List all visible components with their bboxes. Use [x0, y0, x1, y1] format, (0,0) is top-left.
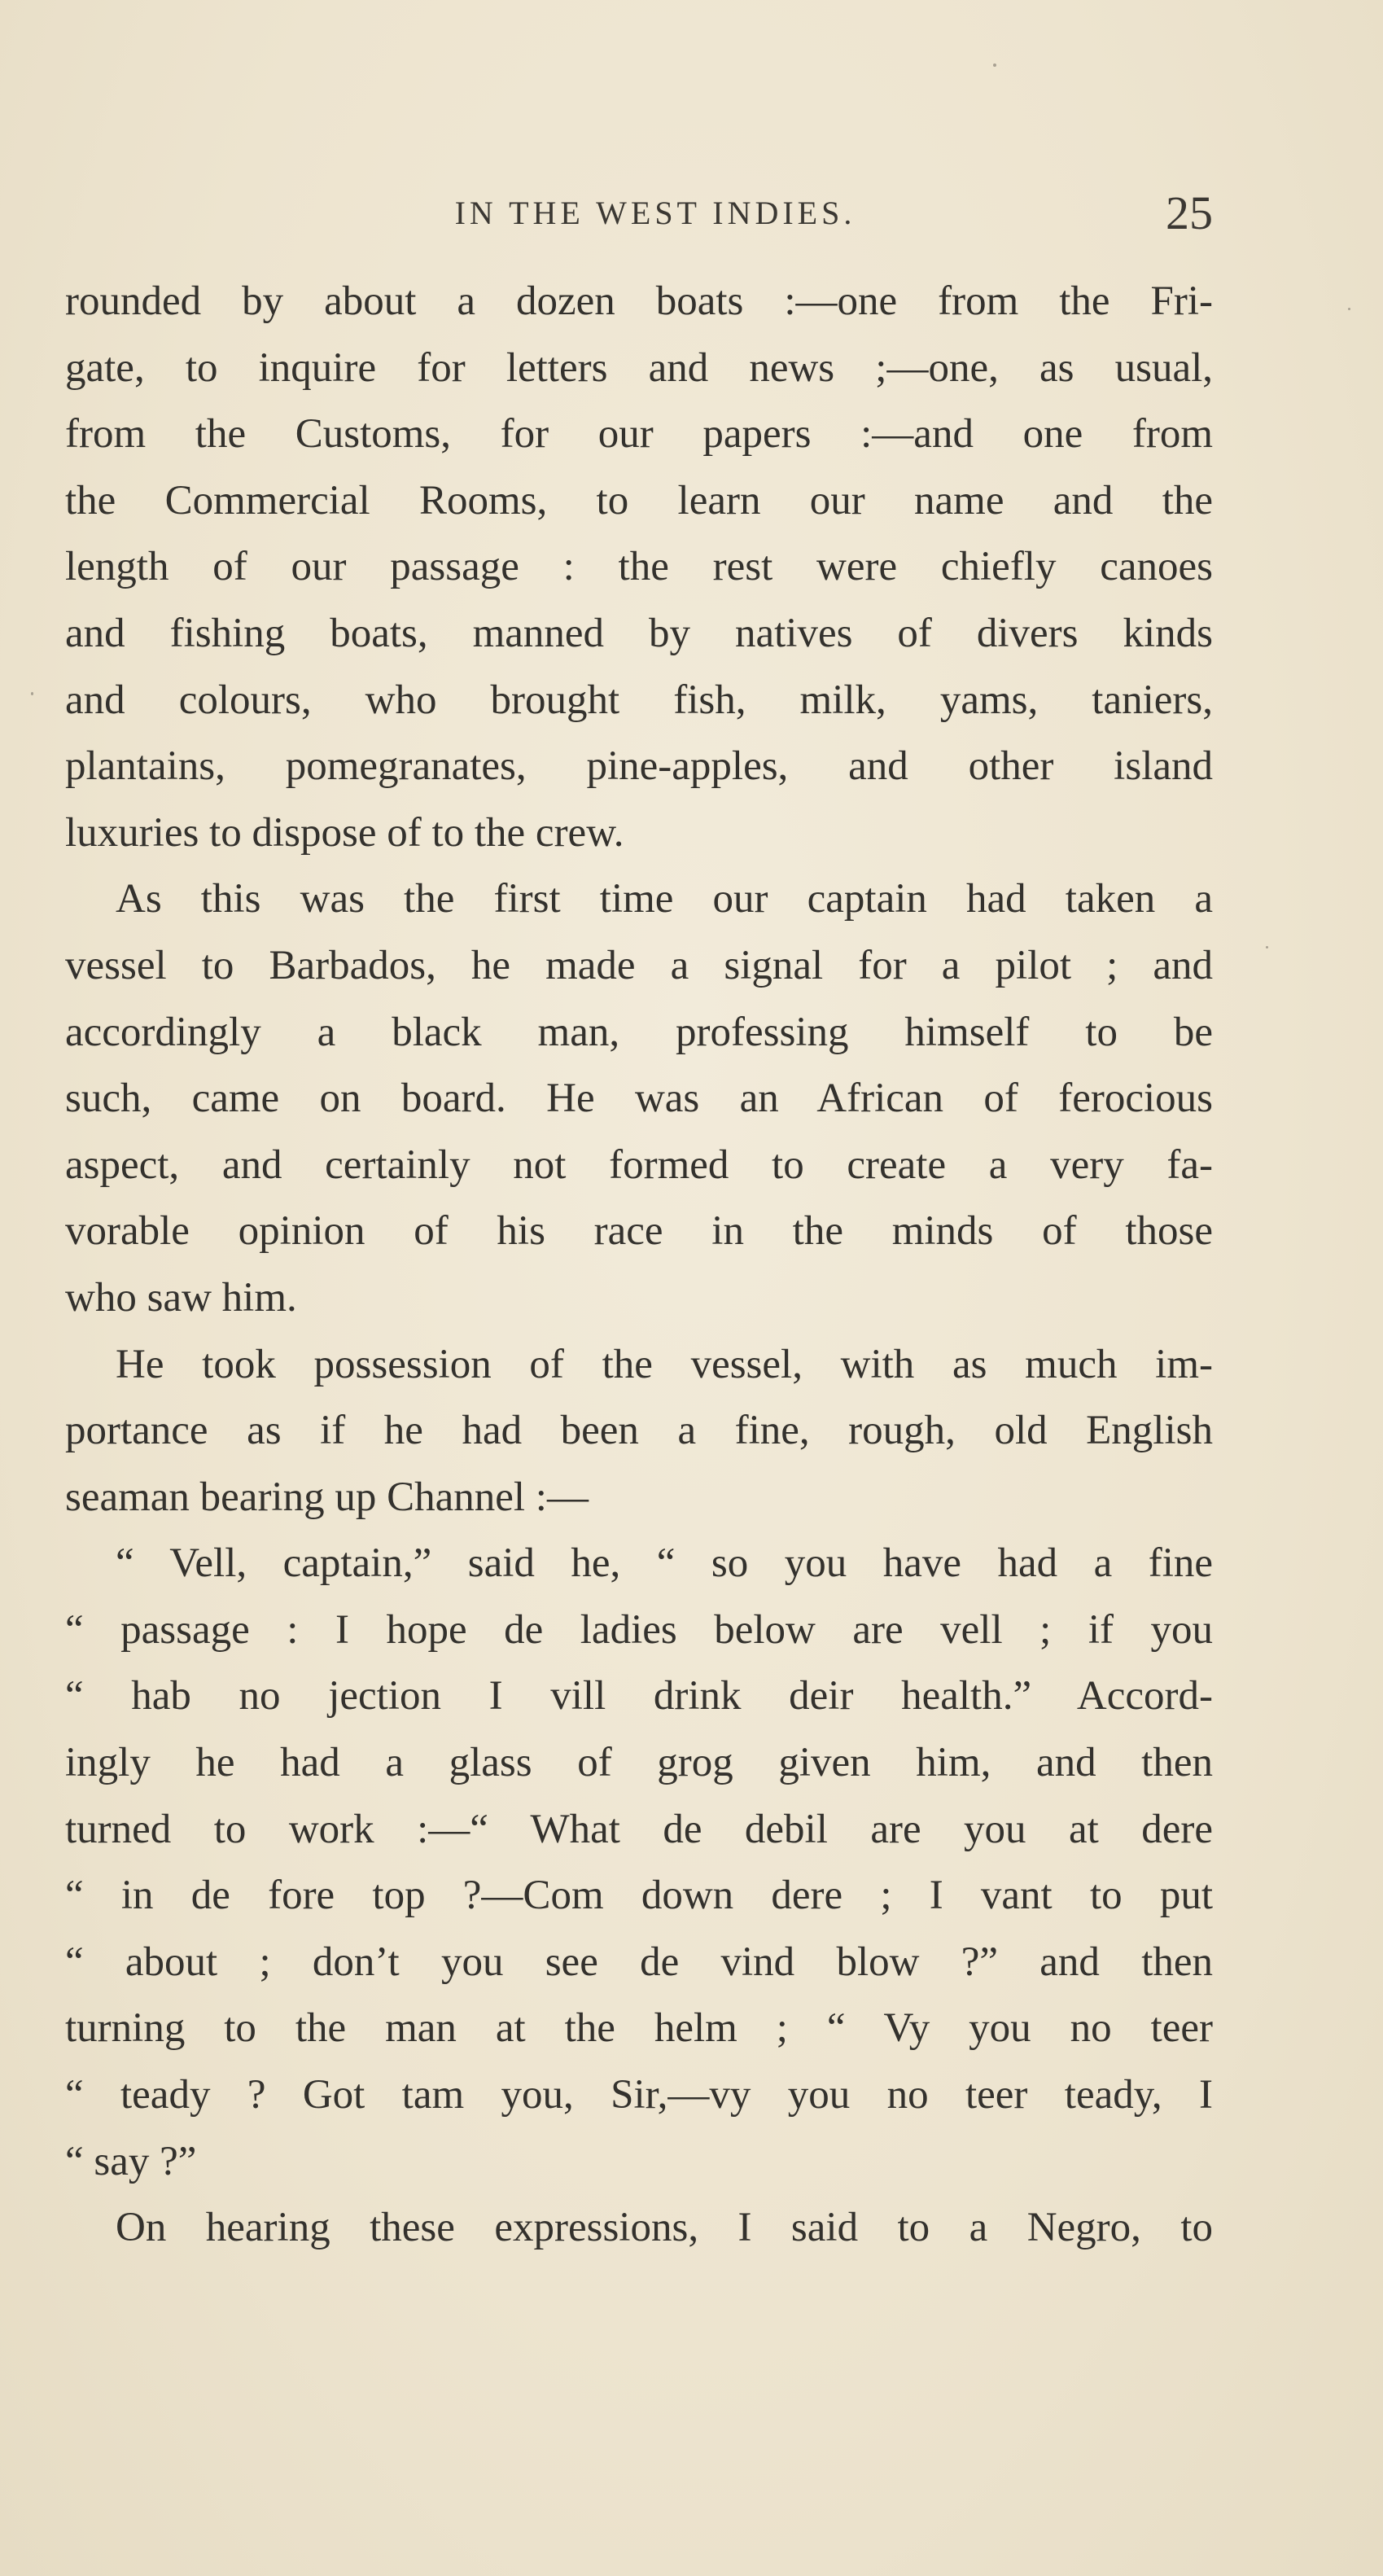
text-line: gate, to inquire for letters and news ;—one, as usual, [65, 344, 1213, 391]
text-line: vessel to Barbados, he made a signal for a pilot ; and [65, 942, 1213, 988]
text-line: portance as if he had been a fine, rough, old English [65, 1408, 1213, 1454]
text-line: turned to work :—“ What de debil are you at dere [65, 1806, 1213, 1852]
text-line: “ say ?” [65, 2138, 197, 2184]
text-line: vorable opinion of his race in the minds of those [65, 1208, 1213, 1255]
text-line: “ in de fore top ?—Com down dere ; I vant to put [65, 1873, 1213, 1919]
text-line: “ teady ? Got tam you, Sir,—vy you no teer teady, I [65, 2072, 1213, 2118]
paper-speck [993, 64, 996, 67]
text-line: from the Customs, for our papers :—and one from [65, 411, 1213, 458]
text-line: plantains, pomegranates, pine-apples, and other island [65, 743, 1213, 790]
text-line: who saw him. [65, 1274, 297, 1321]
text-line: aspect, and certainly not formed to create a very fa- [65, 1141, 1213, 1188]
text-line: As this was the first time our captain had taken a [116, 876, 1213, 922]
text-line: the Commercial Rooms, to learn our name and the [65, 477, 1213, 524]
text-line: seaman bearing up Channel :— [65, 1474, 589, 1520]
text-line: turning to the man at the helm ; “ Vy you no teer [65, 2005, 1213, 2052]
text-line: “ passage : I hope de ladies below are vell ; if you [65, 1606, 1213, 1653]
text-line: luxuries to dispose of to the crew. [65, 809, 624, 856]
text-line: length of our passage : the rest were chiefly canoes [65, 544, 1213, 590]
text-line: He took possession of the vessel, with as much im- [116, 1341, 1213, 1387]
paper-speck [31, 692, 33, 695]
text-line: “ Vell, captain,” said he, “ so you have had a fine [116, 1540, 1213, 1587]
text-line: and colours, who brought fish, milk, yams, taniers, [65, 677, 1213, 723]
text-line: “ about ; don’t you see de vind blow ?” and then [65, 1939, 1213, 1985]
running-head: IN THE WEST INDIES. [454, 195, 856, 231]
text-line: On hearing these expressions, I said to a Negro, to [116, 2205, 1213, 2251]
paper-speck [1266, 946, 1268, 948]
text-line: “ hab no jection I vill drink deir health.” Accord- [65, 1673, 1213, 1720]
text-line: such, came on board. He was an African of ferocious [65, 1076, 1213, 1122]
paper-speck [1348, 308, 1350, 310]
text-line: and fishing boats, manned by natives of divers kinds [65, 610, 1213, 656]
page-header [65, 186, 1213, 251]
text-line: accordingly a black man, professing himself to be [65, 1009, 1213, 1055]
page-number: 25 [1166, 186, 1213, 239]
text-line: rounded by about a dozen boats :—one from the Fri- [65, 278, 1213, 324]
text-line: ingly he had a glass of grog given him, and then [65, 1740, 1213, 1786]
body-text [65, 269, 1213, 2262]
